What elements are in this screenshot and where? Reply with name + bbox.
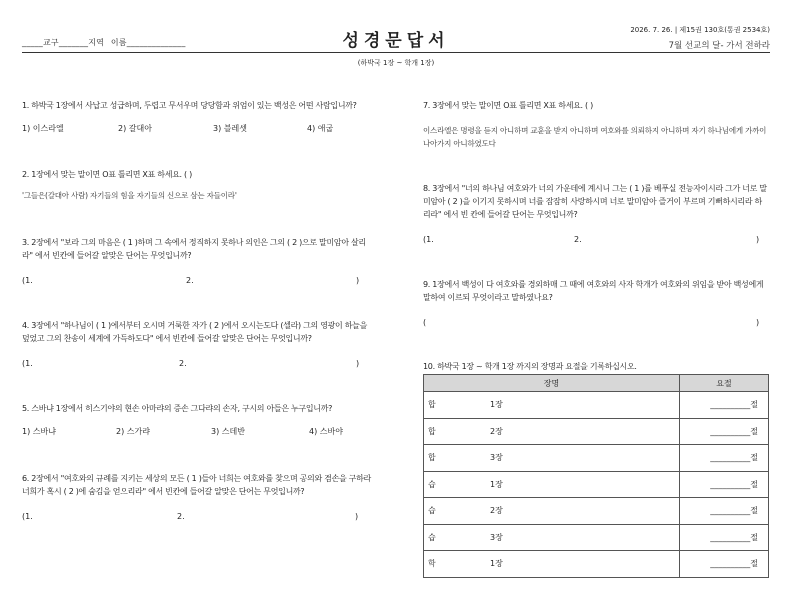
blank-1-label: (1. xyxy=(423,235,434,244)
issue-date-line: 2026. 7. 26. | 제15권 130호(통권 2534호) xyxy=(630,26,770,34)
chapter-verse-table xyxy=(423,374,769,578)
question-4 xyxy=(22,319,372,370)
question-8 xyxy=(423,182,769,246)
chapter-cell: 1장 xyxy=(489,551,680,578)
name-label: 이름______________ xyxy=(110,38,186,47)
blank-close: ) xyxy=(756,318,760,327)
question-text: 8. 3장에서 "너의 하나님 여호와가 너의 가운데에 계시니 그는 ( 1 )를 베푸실 전능자이시라 그가 너로 말미암아 ( 2 )을 이기지 못하시며 너를 잠잠히 사랑하시며 너로 말미암아 즐거이 부르며 기뻐하시리라 하리라" 에서 빈 칸에 들어갈 단어는 무엇입니까? xyxy=(423,184,767,219)
question-text: 6. 2장에서 "여호와의 규례를 지키는 세상의 모든 ( 1 )들아 너희는 여호와를 찾으며 공의와 겸손을 구하라 너희가 혹시 ( 2 )에 숨김을 얻으리라" 에서 빈칸에 들어갈 알맞은 단어는 무엇입니까? xyxy=(22,474,371,496)
question-text: 3. 2장에서 "보라 그의 마음은 ( 1 )하며 그 속에서 정직하지 못하나 의인은 그의 ( 2 )으로 말미암아 살리라" 에서 빈칸에 들어갈 알맞은 단어는 무엇입니까? xyxy=(22,238,366,260)
question-text: 10. 하박국 1장 ~ 학개 1장 까지의 장명과 요절을 기록하십시오. xyxy=(423,362,637,371)
table-row xyxy=(424,445,769,472)
blank-1-label: (1. xyxy=(22,359,33,368)
verse-blank[interactable]: __________절 xyxy=(680,392,769,419)
option-item[interactable]: 3) 스데반 xyxy=(211,427,245,436)
chapter-cell: 1장 xyxy=(489,471,680,498)
church-district-label: _____교구_______지역 xyxy=(22,38,105,47)
option-item[interactable]: 2) 갈대아 xyxy=(118,124,152,133)
option-item[interactable]: 2) 스가랴 xyxy=(116,427,150,436)
table-header-row xyxy=(424,375,769,392)
question-text: 9. 1장에서 백성이 다 여호와를 경외하매 그 때에 여호와의 사자 학개가 여호와의 위임을 받아 백성에게 말하여 이르되 무엇이라고 말하였나요? xyxy=(423,280,764,302)
option-item[interactable]: 4) 스바야 xyxy=(309,427,343,436)
table-row xyxy=(424,498,769,525)
question-text: 1. 하박국 1장에서 사납고 성급하며, 두렵고 무서우며 당당함과 위엄이 있는 백성은 어떤 사람입니까? xyxy=(22,101,357,110)
table-row xyxy=(424,471,769,498)
option-item[interactable]: 1) 스바냐 xyxy=(22,427,56,436)
blank-1-label: ( xyxy=(423,318,427,327)
verse-blank[interactable]: __________절 xyxy=(680,551,769,578)
option-item[interactable]: 1) 이스라엘 xyxy=(22,124,64,133)
verse-blank[interactable]: __________절 xyxy=(680,524,769,551)
answer-blank[interactable] xyxy=(423,316,769,329)
blank-2-label: 2. xyxy=(177,512,185,521)
answer-blank[interactable] xyxy=(22,357,372,370)
verse-blank[interactable]: __________절 xyxy=(680,445,769,472)
table-row xyxy=(424,551,769,578)
option-item[interactable]: 3) 블레셋 xyxy=(213,124,247,133)
book-cell: 합 xyxy=(424,445,490,472)
chapter-cell: 3장 xyxy=(489,445,680,472)
chapter-cell: 2장 xyxy=(489,418,680,445)
blank-close: ) xyxy=(356,359,360,368)
blank-close: ) xyxy=(756,235,760,244)
verse-blank[interactable]: __________절 xyxy=(680,418,769,445)
book-cell: 합 xyxy=(424,418,490,445)
column-header-chapter: 장명 xyxy=(424,375,680,392)
book-cell: 습 xyxy=(424,471,490,498)
question-1 xyxy=(22,99,377,135)
question-text: 5. 스바냐 1장에서 히스기야의 현손 아마랴의 증손 그다랴의 손자, 구시의 아들은 누구입니까? xyxy=(22,404,333,413)
answer-blank[interactable] xyxy=(423,233,769,246)
answer-blank[interactable] xyxy=(22,510,372,523)
chapter-cell: 3장 xyxy=(489,524,680,551)
statement-text: '그들은(갈대아 사람) 자기들의 힘을 자기들의 신으로 삼는 자들이라' xyxy=(22,191,237,200)
statement-text: 이스라엘은 명령을 듣지 아니하며 교훈을 받지 아니하며 여호와를 의뢰하지 아니하며 자기 하나님에게 가까이 나아가지 아니하였도다 xyxy=(423,126,767,148)
blank-2-label: 2. xyxy=(574,235,582,244)
question-text: 4. 3장에서 "하나님이 ( 1 )에서부터 오시며 거룩한 자가 ( 2 )에서 오시는도다 (셀라) 그의 영광이 하늘을 덮었고 그의 찬송이 세계에 가득하도다" 에서 빈칸에 들어갈 알맞은 단어는 무엇입니까? xyxy=(22,321,368,343)
question-text: 7. 3장에서 맞는 말이면 O표 틀리면 X표 하세요. ( ) xyxy=(423,101,593,110)
table-row xyxy=(424,418,769,445)
blank-close: ) xyxy=(355,512,359,521)
table-row xyxy=(424,524,769,551)
question-7 xyxy=(423,99,769,150)
question-9 xyxy=(423,278,769,329)
book-cell: 학 xyxy=(424,551,490,578)
header-divider xyxy=(22,52,770,53)
blank-2-label: 2. xyxy=(186,276,194,285)
blank-1-label: (1. xyxy=(22,512,33,521)
verse-blank[interactable]: __________절 xyxy=(680,471,769,498)
question-6 xyxy=(22,472,372,523)
option-list xyxy=(22,425,377,438)
table-row xyxy=(424,392,769,419)
book-cell: 합 xyxy=(424,392,490,419)
chapter-cell: 1장 xyxy=(489,392,680,419)
answer-blank[interactable] xyxy=(22,274,372,287)
scripture-range: (하박국 1장 ~ 학개 1장) xyxy=(357,59,435,67)
question-3 xyxy=(22,236,372,287)
book-cell: 습 xyxy=(424,524,490,551)
question-text: 2. 1장에서 맞는 말이면 O표 틀리면 X표 하세요. ( ) xyxy=(22,170,192,179)
option-list xyxy=(22,122,377,135)
question-10 xyxy=(423,360,769,373)
blank-2-label: 2. xyxy=(179,359,187,368)
monthly-theme: 7월 선교의 달- 가서 전하라 xyxy=(668,41,770,51)
page-title: 성경문답서 xyxy=(342,31,450,51)
question-5 xyxy=(22,402,377,438)
question-2 xyxy=(22,168,377,202)
column-header-verse: 요절 xyxy=(680,375,769,392)
blank-close: ) xyxy=(356,276,360,285)
book-cell: 습 xyxy=(424,498,490,525)
verse-blank[interactable]: __________절 xyxy=(680,498,769,525)
chapter-cell: 2장 xyxy=(489,498,680,525)
option-item[interactable]: 4) 애굽 xyxy=(307,124,334,133)
blank-1-label: (1. xyxy=(22,276,33,285)
